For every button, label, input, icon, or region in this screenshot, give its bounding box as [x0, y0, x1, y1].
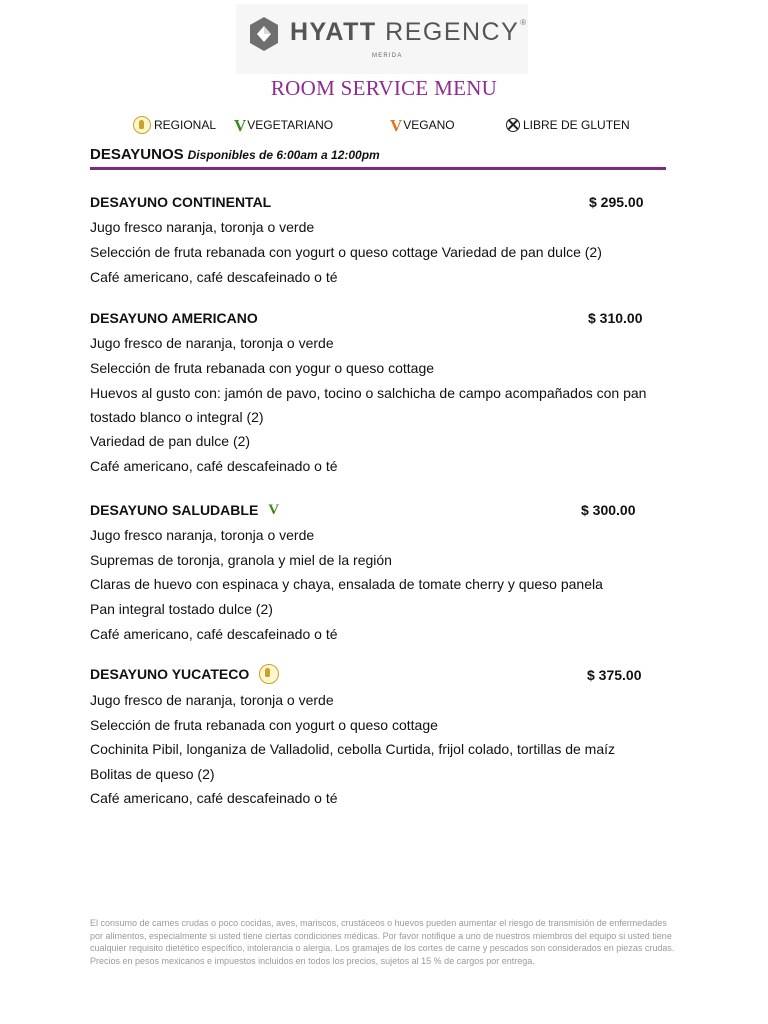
item-line: Jugo fresco naranja, toronja o verde	[90, 219, 315, 235]
gluten-free-icon	[506, 118, 520, 132]
section-divider	[90, 167, 666, 170]
section-subtitle: Disponibles de 6:00am a 12:00pm	[187, 148, 380, 162]
item-price-americano: $ 310.00	[588, 310, 643, 326]
disclaimer-text: El consumo de carnes crudas o poco cocidas, aves, mariscos, crustáceos o huevos pueden aumentar el riesgo de transmisión de enfermedades por alimentos, especialmente si usted tiene ciertas condiciones médicas. Por favor notifique a uno de nuestros miembros del equipo si usted tiene cualquier requisito dietético específico, intolerancia o alergia. Los gramajes de los cortes de carne y pescados son considerados en piezas crudas. Precios en pesos mexicanos e impuestos incluidos en todos los precios, sujetos al 15 % de cargos por entrega.	[90, 918, 675, 966]
item-line: Café americano, café descafeinado o té	[90, 790, 338, 806]
hyatt-logo-icon	[248, 16, 280, 52]
item-line: Jugo fresco de naranja, toronja o verde	[90, 692, 334, 708]
item-price-continental: $ 295.00	[589, 194, 644, 210]
registered-mark: ®	[520, 18, 528, 27]
legend-regional-label: REGIONAL	[154, 118, 217, 132]
item-line: Selección de fruta rebanada con yogurt o queso cottage Variedad de pan dulce (2)	[90, 244, 602, 260]
vegetarian-v-icon: V	[268, 501, 280, 518]
item-title-text: DESAYUNO SALUDABLE	[90, 502, 259, 518]
item-price-yucateco: $ 375.00	[587, 667, 642, 683]
regional-hand-icon	[133, 116, 151, 134]
section-header	[90, 146, 380, 164]
item-title-continental	[90, 194, 271, 210]
brand-name	[290, 18, 528, 47]
item-line: Café americano, café descafeinado o té	[90, 458, 338, 474]
brand-bold: HYATT	[290, 18, 377, 46]
item-line: tostado blanco o integral (2)	[90, 409, 264, 425]
item-line: Café americano, café descafeinado o té	[90, 626, 338, 642]
item-title-yucateco	[90, 664, 279, 684]
item-price-saludable: $ 300.00	[581, 502, 636, 518]
legend-gluten-free-label: LIBRE DE GLUTEN	[523, 118, 630, 132]
item-title-saludable	[90, 502, 279, 518]
vegetarian-v-icon: V	[234, 115, 247, 135]
item-line: Jugo fresco naranja, toronja o verde	[90, 527, 315, 543]
legend-vegan-label: VEGANO	[403, 118, 455, 132]
page-title: ROOM SERVICE MENU	[270, 76, 498, 100]
item-title-americano	[90, 310, 258, 326]
regional-hand-icon	[259, 664, 279, 684]
item-line: Bolitas de queso (2)	[90, 766, 215, 782]
item-title-text: DESAYUNO CONTINENTAL	[90, 194, 272, 210]
item-line: Huevos al gusto con: jamón de pavo, tocino o salchicha de campo acompañados con pan	[90, 385, 647, 401]
brand-city: MERIDA	[372, 53, 403, 59]
item-line: Claras de huevo con espinaca y chaya, ensalada de tomate cherry y queso panela	[90, 576, 603, 592]
vegan-v-icon: V	[390, 115, 403, 135]
item-line: Jugo fresco de naranja, toronja o verde	[90, 335, 334, 351]
item-line: Variedad de pan dulce (2)	[90, 433, 251, 449]
item-title-text: DESAYUNO AMERICANO	[90, 310, 258, 326]
section-title: DESAYUNOS	[90, 146, 184, 163]
legend-gluten-free	[506, 114, 630, 136]
item-line: Selección de fruta rebanada con yogurt o queso cottage	[90, 717, 438, 733]
legend-vegetarian	[234, 114, 333, 136]
item-title-text: DESAYUNO YUCATECO	[90, 666, 250, 682]
item-line: Supremas de toronja, granola y miel de la región	[90, 552, 392, 568]
legend-vegetarian-label: VEGETARIANO	[247, 118, 334, 132]
item-line: Pan integral tostado dulce (2)	[90, 601, 273, 617]
item-line: Café americano, café descafeinado o té	[90, 269, 338, 285]
item-line: Cochinita Pibil, longaniza de Valladolid, cebolla Curtida, frijol colado, tortillas de maíz	[90, 741, 616, 757]
legend-vegan	[390, 114, 455, 136]
legend-regional	[133, 114, 216, 136]
item-line: Selección de fruta rebanada con yogur o queso cottage	[90, 360, 435, 376]
brand-light: REGENCY	[385, 18, 520, 46]
